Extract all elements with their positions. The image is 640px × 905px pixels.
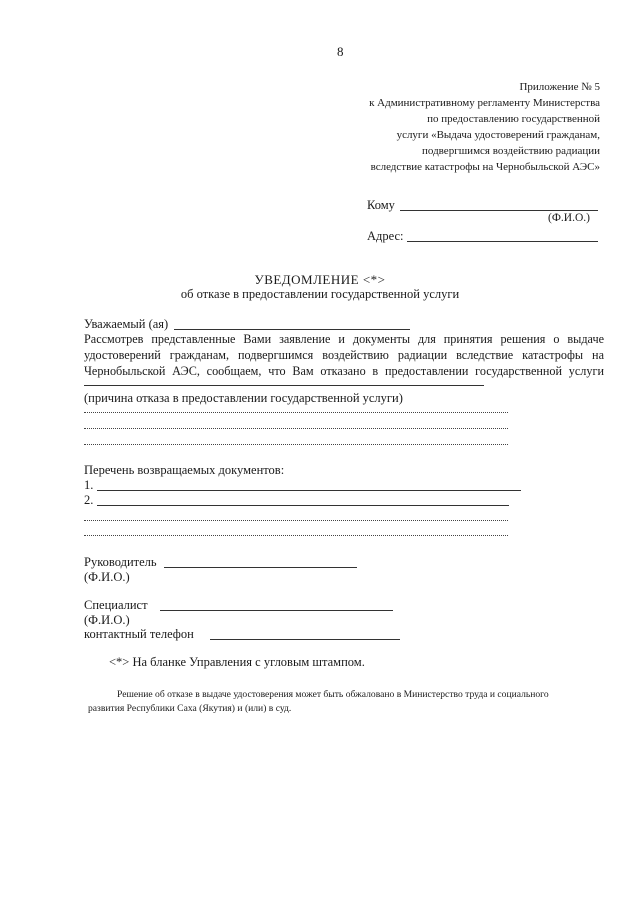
notice-subtitle: об отказе в предоставлении государственной услуги <box>180 287 460 301</box>
specialist-fio-label: (Ф.И.О.) <box>84 613 130 627</box>
doc-line-3[interactable] <box>84 520 508 521</box>
specialist-signature-line[interactable] <box>160 610 393 611</box>
head-label: Руководитель <box>84 555 157 569</box>
returned-docs-label: Перечень возвращаемых документов: <box>84 463 285 477</box>
refusal-reason-label: (причина отказа в предоставлении государственной услуги) <box>84 391 403 405</box>
reason-line-3[interactable] <box>84 444 508 445</box>
head-fio-label: (Ф.И.О.) <box>84 570 130 584</box>
appendix-line: к Административному регламенту Министерства <box>369 97 600 109</box>
recipient-fio-label: (Ф.И.О.) <box>548 212 590 224</box>
appendix-line: подвергшимся воздействию радиации <box>422 145 600 157</box>
doc-number-2: 2. <box>84 493 94 507</box>
doc-line-2[interactable] <box>97 505 509 506</box>
reason-line-2[interactable] <box>84 428 508 429</box>
phone-line[interactable] <box>210 639 400 640</box>
head-signature-line[interactable] <box>164 567 357 568</box>
doc-line-4[interactable] <box>84 535 508 536</box>
appeal-note-line: Решение об отказе в выдаче удостоверения может быть обжаловано в Министерство труда и социального <box>117 689 549 700</box>
page-number: 8 <box>337 44 344 59</box>
paragraph-line: Чернобыльской АЭС, сообщаем, что Вам отказано в предоставлении государственной услуги <box>84 364 604 378</box>
specialist-label: Специалист <box>84 598 148 612</box>
appendix-line: услуги «Выдача удостоверений гражданам, <box>396 129 600 141</box>
appendix-line: по предоставлению государственной <box>427 113 600 125</box>
refusal-continuation-line[interactable] <box>84 385 484 386</box>
appeal-note <box>88 688 617 716</box>
greeting-name-line[interactable] <box>174 329 410 330</box>
appeal-note-line: развития Республики Саха (Якутия) и (или) в суд. <box>88 703 292 714</box>
phone-label: контактный телефон <box>84 627 194 641</box>
notice-title: УВЕДОМЛЕНИЕ <*> <box>254 272 386 287</box>
greeting-label: Уважаемый (ая) <box>84 317 169 331</box>
paragraph-line: Рассмотрев представленные Вами заявление и документы для принятия решения о выдаче <box>84 332 604 346</box>
appendix-header <box>300 79 600 175</box>
main-paragraph <box>84 331 604 379</box>
paragraph-line: удостоверений гражданам, подвергшимся воздействию радиации вследствие катастрофы на <box>84 348 604 362</box>
doc-number-1: 1. <box>84 478 94 492</box>
recipient-to-label: Кому <box>367 198 395 212</box>
doc-line-1[interactable] <box>97 490 521 491</box>
reason-line-1[interactable] <box>84 412 508 413</box>
appendix-line: Приложение № 5 <box>519 81 600 93</box>
recipient-address-label: Адрес: <box>367 229 404 243</box>
appendix-line: вследствие катастрофы на Чернобыльской АЭС» <box>370 161 600 173</box>
recipient-address-line[interactable] <box>407 241 598 242</box>
footnote: <*> На бланке Управления с угловым штампом. <box>109 655 365 669</box>
recipient-name-line[interactable] <box>400 210 598 211</box>
